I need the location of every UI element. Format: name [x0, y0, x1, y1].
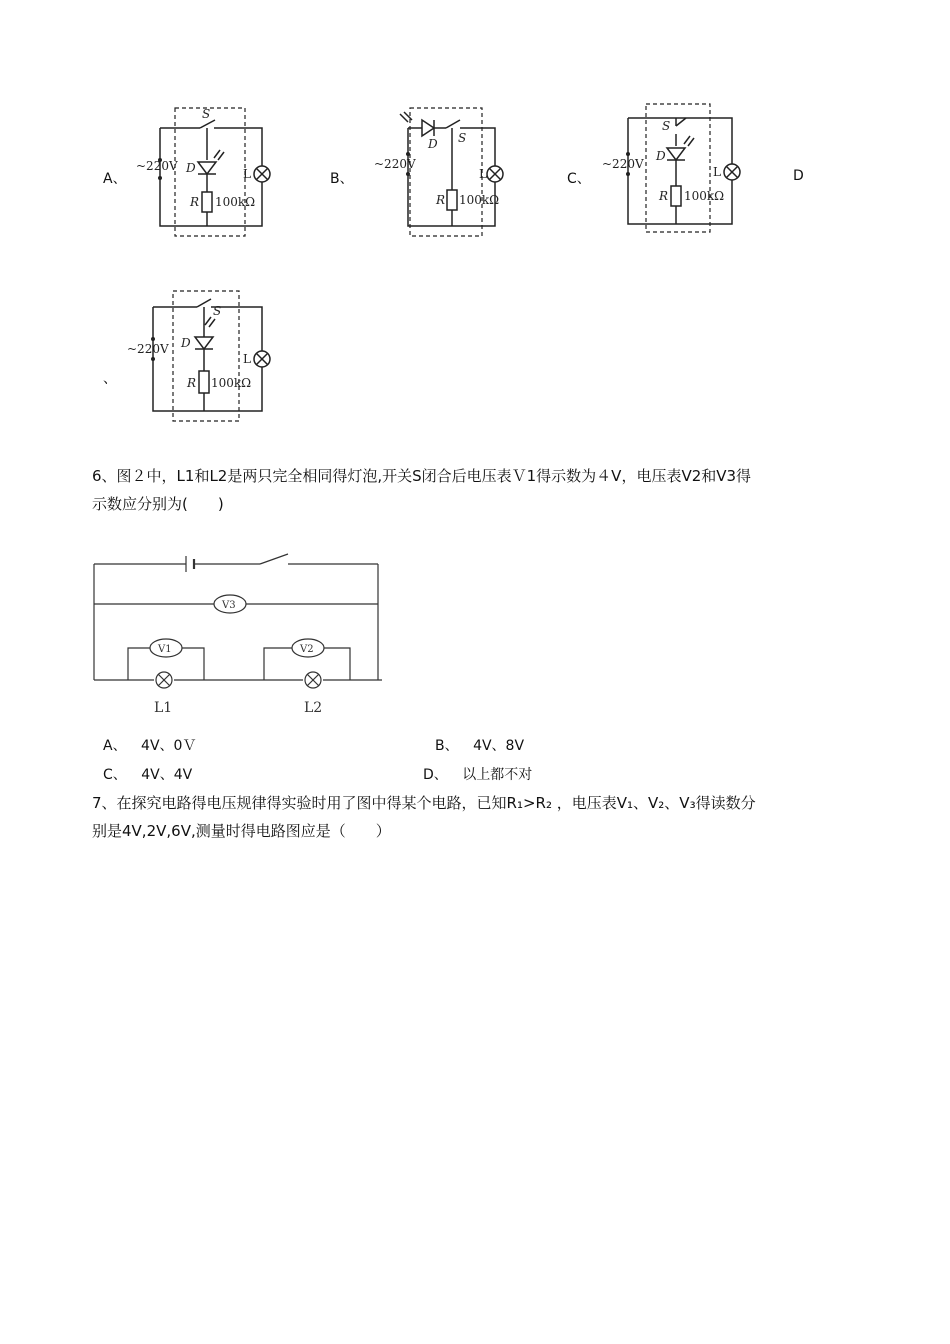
- q6-line1: 6、图２中，L1和L2是两只完全相同得灯泡,开关S闭合后电压表Ｖ1得示数为４V，电压表V2和V3得: [92, 467, 752, 485]
- resistor-label: R: [436, 193, 446, 207]
- lamp-label: L: [713, 165, 721, 179]
- switch: [200, 120, 215, 128]
- q6-line2: 示数应分别为( ): [92, 495, 224, 513]
- led-label: D: [428, 137, 438, 151]
- switch: [197, 299, 211, 307]
- resistance-label: 100kΩ: [684, 189, 725, 203]
- resistor: [199, 371, 209, 393]
- switch-label: S: [458, 131, 467, 145]
- source-label: ~220V: [602, 157, 644, 171]
- option-b-label: B、: [330, 171, 354, 187]
- source-label: ~220V: [136, 159, 178, 173]
- q6-option-d-label: D、: [423, 767, 448, 783]
- l1-label: L1: [154, 700, 173, 716]
- q6-option-a-text: 4V、0Ｖ: [141, 738, 197, 754]
- dashed-box: [646, 104, 710, 232]
- q6-option-d[interactable]: [423, 764, 532, 784]
- lamp-label: L: [243, 352, 251, 366]
- resistance-label: 100kΩ: [211, 376, 252, 390]
- switch: [676, 118, 686, 126]
- q7-line2: 别是4V,2V,6V,测量时得电路图应是（ ）: [92, 822, 391, 840]
- resistor: [671, 186, 681, 206]
- resistor: [202, 192, 212, 212]
- resistance-label: 100kΩ: [459, 193, 500, 207]
- switch-label: S: [662, 119, 671, 133]
- switch: [260, 554, 288, 564]
- circuit-d: [125, 285, 280, 425]
- led-label: D: [656, 149, 666, 163]
- resistor-label: R: [187, 376, 197, 390]
- lamp-label: L: [479, 167, 487, 181]
- q6-text: [92, 462, 862, 518]
- q6-option-b-text: 4V、8V: [473, 738, 525, 754]
- option-c-label: C、: [567, 171, 591, 187]
- resistor-label: R: [659, 189, 669, 203]
- option-a-label: A、: [103, 171, 127, 187]
- switch: [446, 120, 460, 128]
- circuit-c: [600, 98, 750, 238]
- q7-text: [92, 789, 862, 845]
- switch-label: S: [213, 304, 222, 318]
- switch-label: S: [202, 107, 211, 121]
- q6-option-c-label: C、: [103, 767, 127, 783]
- resistor: [447, 190, 457, 210]
- v3-label: V3: [222, 600, 236, 611]
- q6-option-b[interactable]: [435, 735, 524, 755]
- resistor-label: R: [190, 195, 200, 209]
- q6-option-a-label: A、: [103, 738, 127, 754]
- led-label: D: [181, 336, 191, 350]
- q6-option-d-text: 以上都不对: [462, 767, 533, 783]
- lamp-label: L: [243, 167, 251, 181]
- led-symbol: [195, 337, 213, 349]
- q6-option-c[interactable]: [103, 764, 192, 784]
- led-symbol: [667, 148, 685, 160]
- q6-option-b-label: B、: [435, 738, 459, 754]
- led-label: D: [186, 161, 196, 175]
- source-label: ~220V: [127, 342, 169, 356]
- q6-option-c-text: 4V、4V: [141, 767, 193, 783]
- v1-label: V1: [158, 644, 172, 655]
- q6-option-a[interactable]: [103, 735, 196, 755]
- q7-line1: 7、在探究电路得电压规律得实验时用了图中得某个电路，已知R₁>R₂ ，电压表V₁、V₂、V₃得读数分: [92, 794, 756, 812]
- source-label: ~220V: [374, 157, 416, 171]
- l2-label: L2: [304, 700, 323, 716]
- circuit-b: [370, 100, 520, 240]
- circuit-a: [130, 100, 280, 240]
- dashed-box: [173, 291, 239, 421]
- q6-circuit: [88, 548, 388, 723]
- option-d-label: D: [793, 168, 804, 184]
- resistance-label: 100kΩ: [215, 195, 256, 209]
- option-d-label-cont: 、: [103, 371, 117, 387]
- v2-label: V2: [300, 644, 314, 655]
- led-symbol: [198, 162, 216, 174]
- led-symbol: [422, 120, 434, 136]
